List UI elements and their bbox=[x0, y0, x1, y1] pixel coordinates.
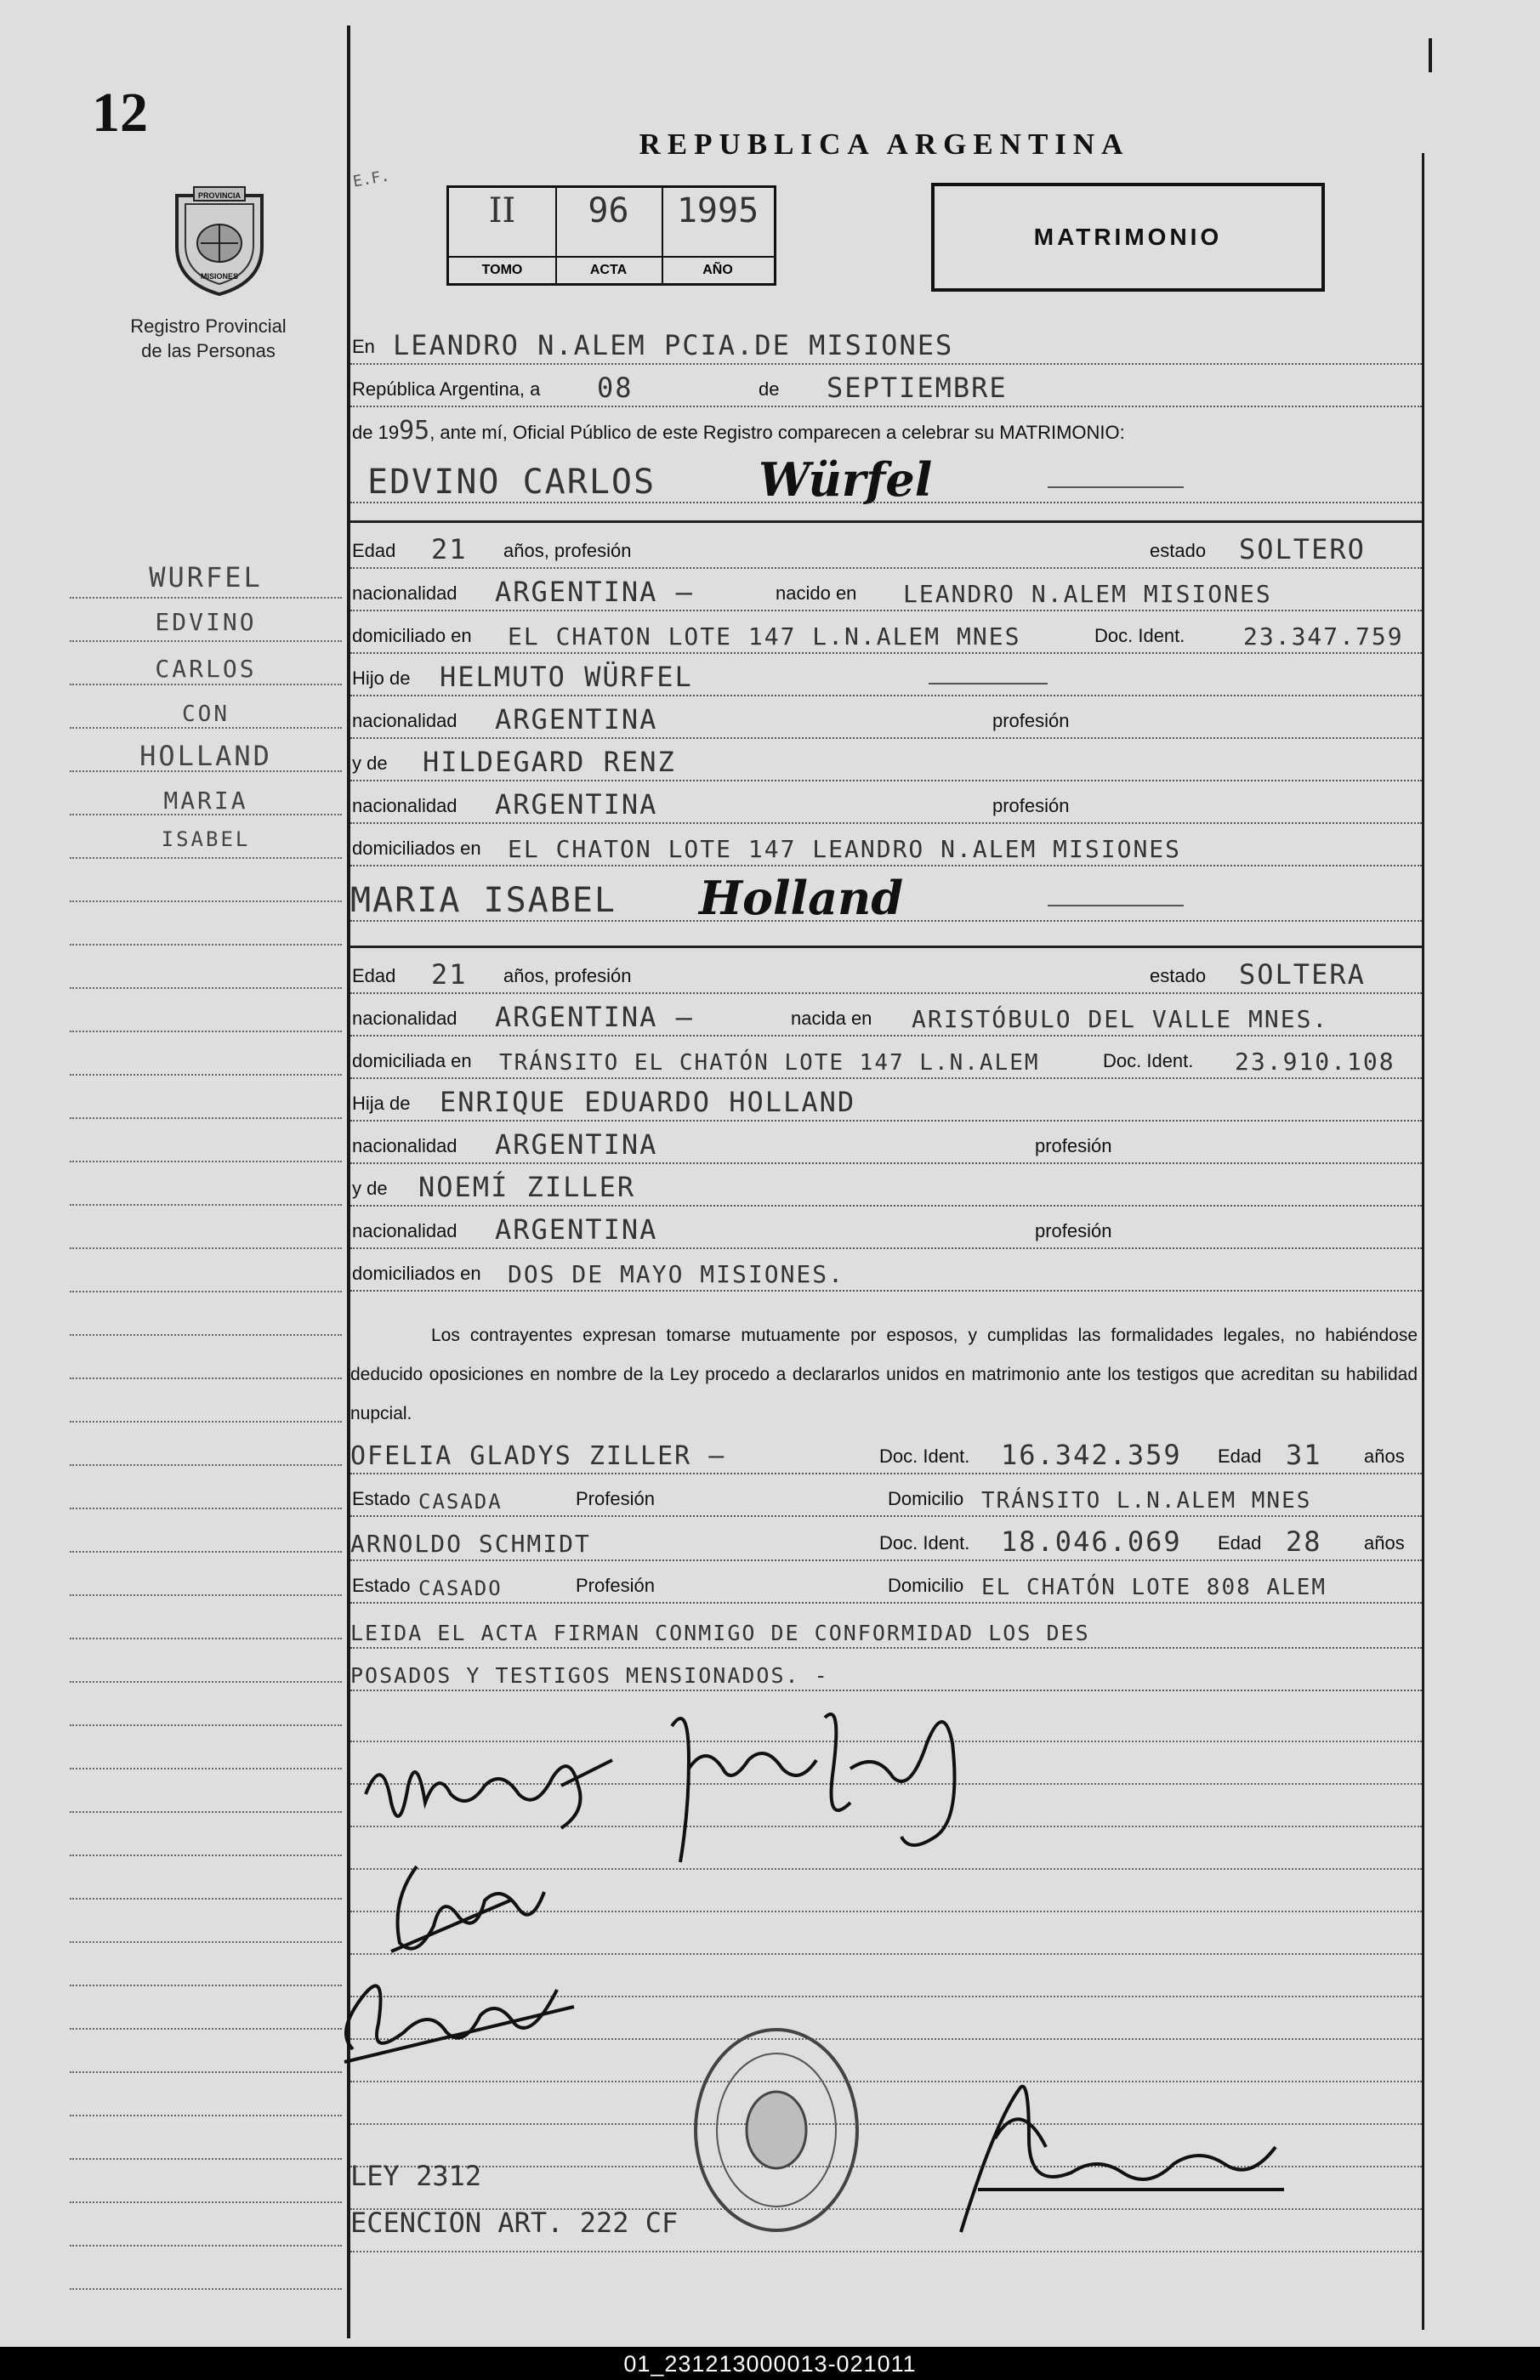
bride-parents-domicile: DOS DE MAYO MISIONES. bbox=[508, 1260, 845, 1288]
witness2-row bbox=[350, 1524, 1422, 1561]
margin-line bbox=[70, 2026, 342, 2030]
corner-mark bbox=[1429, 38, 1432, 72]
acta-label: ACTA bbox=[555, 256, 662, 283]
bride-parents-domicile-row bbox=[350, 1254, 1422, 1292]
margin-line bbox=[70, 1376, 342, 1379]
margin-line bbox=[70, 1896, 342, 1900]
witness1-age: 31 bbox=[1286, 1439, 1322, 1471]
doc-label: Doc. Ident. bbox=[1094, 625, 1185, 646]
bride-domicile-row bbox=[350, 1042, 1422, 1079]
margin-name-line: EDVINO bbox=[155, 608, 257, 636]
domiciliados-label: domiciliados en bbox=[352, 838, 481, 859]
registry-line2: de las Personas bbox=[141, 340, 276, 361]
svg-text:PROVINCIA: PROVINCIA bbox=[197, 191, 242, 200]
groom-nacionalidad: ARGENTINA — bbox=[495, 576, 694, 608]
profesion-label: profesión bbox=[992, 710, 1070, 731]
groom-father-nat-row bbox=[350, 702, 1422, 739]
profesion-label: Profesión bbox=[576, 1575, 655, 1596]
closing-row2 bbox=[350, 1654, 1422, 1691]
bride-name-row bbox=[350, 871, 1422, 925]
margin-line bbox=[70, 1463, 342, 1466]
groom-age-row bbox=[350, 531, 1422, 569]
month-value: SEPTIEMBRE bbox=[827, 372, 1008, 404]
margin-line bbox=[70, 1593, 342, 1596]
anos-label: años bbox=[1364, 1532, 1405, 1554]
bride-nationality-row bbox=[350, 999, 1422, 1037]
domicilio-label: domiciliado en bbox=[352, 625, 472, 646]
republica-label: República Argentina, a bbox=[352, 378, 541, 400]
groom-birthplace: LEANDRO N.ALEM MISIONES bbox=[903, 580, 1272, 608]
margin-line bbox=[70, 2286, 342, 2290]
witness1-domicilio: TRÁNSITO L.N.ALEM MNES bbox=[981, 1488, 1312, 1514]
anos-label: años bbox=[1364, 1446, 1405, 1467]
margin-line bbox=[70, 2156, 342, 2160]
record-number-box bbox=[446, 185, 776, 286]
dash-line bbox=[1048, 486, 1184, 488]
place-row bbox=[350, 327, 1422, 365]
margin-line bbox=[70, 942, 342, 946]
margin-line bbox=[70, 1983, 342, 1986]
yde-label: y de bbox=[352, 753, 388, 774]
witness2-detail-row bbox=[350, 1566, 1422, 1604]
en-label: En bbox=[352, 336, 375, 357]
ano-value: 1995 bbox=[676, 191, 759, 230]
margin-name-line: ISABEL bbox=[161, 827, 251, 851]
image-code: 01_231213000013-021011 bbox=[623, 2351, 917, 2377]
country-heading: REPUBLICA ARGENTINA bbox=[639, 128, 1130, 161]
bride-doc: 23.910.108 bbox=[1235, 1048, 1395, 1076]
bride-mother-nat-row bbox=[350, 1212, 1422, 1249]
margin-line bbox=[70, 1419, 342, 1423]
groom-father-nationality: ARGENTINA bbox=[495, 703, 658, 736]
profesion-label: Profesión bbox=[576, 1488, 655, 1509]
witness2-age: 28 bbox=[1286, 1525, 1322, 1558]
margin-line bbox=[70, 1159, 342, 1162]
groom-mother: HILDEGARD RENZ bbox=[423, 746, 676, 778]
ano-label: AÑO bbox=[662, 256, 774, 283]
margin-line bbox=[70, 1202, 342, 1206]
margin-line bbox=[70, 725, 342, 729]
witness1-name: OFELIA GLADYS ZILLER — bbox=[350, 1441, 726, 1471]
closing-line1: LEIDA EL ACTA FIRMAN CONMIGO DE CONFORMIDAD LOS DES bbox=[350, 1621, 1090, 1645]
groom-parents-domicile-row bbox=[350, 829, 1422, 866]
nacionalidad-label: nacionalidad bbox=[352, 1135, 457, 1156]
margin-line bbox=[70, 2113, 342, 2116]
date-row bbox=[350, 370, 1422, 407]
witness1-estado: CASADA bbox=[418, 1490, 503, 1514]
bride-estado: SOLTERA bbox=[1239, 958, 1366, 991]
day-value: 08 bbox=[597, 372, 634, 404]
bride-mother-row bbox=[350, 1169, 1422, 1207]
nacida-label: nacida en bbox=[791, 1008, 872, 1029]
margin-line bbox=[70, 1506, 342, 1509]
margin-line bbox=[70, 1723, 342, 1726]
bride-mother: NOEMÍ ZILLER bbox=[418, 1171, 636, 1203]
law-note: LEY 2312 bbox=[350, 2160, 482, 2192]
witness1-detail-row bbox=[350, 1480, 1422, 1517]
de19-label: de 19 bbox=[352, 422, 400, 443]
bride-mother-nationality: ARGENTINA bbox=[495, 1213, 658, 1246]
estado-label: estado bbox=[1150, 965, 1207, 986]
groom-father-row bbox=[350, 659, 1422, 696]
bride-surname: Holland bbox=[699, 871, 904, 925]
groom-domicile-row bbox=[350, 616, 1422, 654]
margin-name-line: WURFEL bbox=[149, 561, 263, 594]
profesion-label: profesión bbox=[1035, 1135, 1112, 1156]
margin-line bbox=[70, 986, 342, 989]
tomo-value: II bbox=[488, 191, 516, 230]
groom-doc: 23.347.759 bbox=[1243, 622, 1404, 650]
edad-label: Edad bbox=[1218, 1446, 1262, 1467]
tomo-cell bbox=[449, 188, 557, 283]
margin-line bbox=[70, 855, 342, 859]
margin-line bbox=[70, 1679, 342, 1683]
margin-line bbox=[70, 1636, 342, 1639]
margin-line bbox=[70, 812, 342, 815]
estado-label: Estado bbox=[352, 1488, 411, 1509]
de-label: de bbox=[759, 378, 780, 400]
witness2-doc: 18.046.069 bbox=[1001, 1525, 1182, 1558]
domiciliados-label: domiciliados en bbox=[352, 1263, 481, 1284]
domicilio-label: Domicilio bbox=[888, 1488, 964, 1509]
hija-label: Hija de bbox=[352, 1093, 411, 1114]
official-signature bbox=[944, 2070, 1301, 2241]
hijo-label: Hijo de bbox=[352, 667, 411, 689]
dash-line bbox=[929, 683, 1048, 684]
margin-line bbox=[70, 1072, 342, 1076]
bride-rule bbox=[350, 946, 1422, 948]
estado-label: estado bbox=[1150, 540, 1207, 561]
bride-age-row bbox=[350, 957, 1422, 994]
groom-surname: Würfel bbox=[759, 452, 933, 507]
groom-father: HELMUTO WÜRFEL bbox=[440, 661, 693, 693]
margin-name-line: HOLLAND bbox=[139, 740, 272, 772]
margin-line bbox=[70, 1809, 342, 1813]
closing-row1 bbox=[350, 1611, 1422, 1649]
witness2-name: ARNOLDO SCHMIDT bbox=[350, 1530, 591, 1558]
groom-mother-nat-row bbox=[350, 787, 1422, 824]
bride-name: MARIA ISABEL bbox=[350, 881, 617, 920]
groom-mother-nationality: ARGENTINA bbox=[495, 788, 658, 821]
profesion-label: profesión bbox=[1035, 1220, 1112, 1241]
declaration-text: Los contrayentes expresan tomarse mutuamente por esposos, y cumplidas las formalidades legales, no habiéndose deducido oposiciones en nombre de la Ley procedo a declararlos unidos en matrimonio ante los testigos que acreditan su habilidad nupcial. bbox=[350, 1326, 1418, 1423]
groom-rule bbox=[350, 520, 1422, 523]
estado-label: Estado bbox=[352, 1575, 411, 1596]
groom-signature bbox=[357, 1735, 638, 1845]
svg-text:MISIONES: MISIONES bbox=[200, 272, 239, 281]
margin-line bbox=[70, 2243, 342, 2247]
nacionalidad-label: nacionalidad bbox=[352, 1008, 457, 1029]
exemption-note: ECENCION ART. 222 CF bbox=[350, 2207, 679, 2239]
margin-line bbox=[70, 1246, 342, 1249]
margin-name-line: CON bbox=[182, 702, 230, 727]
margin-rule-right bbox=[1422, 153, 1424, 2330]
bride-birthplace: ARISTÓBULO DEL VALLE MNES. bbox=[912, 1005, 1329, 1033]
nacionalidad-label: nacionalidad bbox=[352, 795, 457, 816]
doc-label: Doc. Ident. bbox=[879, 1532, 970, 1554]
margin-line bbox=[70, 1766, 342, 1769]
groom-age: 21 bbox=[431, 533, 468, 565]
witness2-domicilio: EL CHATÓN LOTE 808 ALEM bbox=[981, 1575, 1327, 1600]
groom-parents-domicile: EL CHATON LOTE 147 LEANDRO N.ALEM MISIONES bbox=[508, 835, 1182, 863]
profesion-label: profesión bbox=[992, 795, 1070, 816]
margin-line bbox=[70, 2200, 342, 2203]
blank-line bbox=[350, 2249, 1422, 2252]
margin-line bbox=[70, 2070, 342, 2073]
doc-label: Doc. Ident. bbox=[1103, 1050, 1194, 1071]
profesion-label: años, profesión bbox=[503, 965, 632, 986]
edad-label: Edad bbox=[352, 965, 396, 986]
margin-line bbox=[70, 1332, 342, 1336]
bride-father-nationality: ARGENTINA bbox=[495, 1128, 658, 1161]
yde-label: y de bbox=[352, 1178, 388, 1199]
margin-line bbox=[70, 1029, 342, 1032]
statement-text: , ante mí, Oficial Público de este Registro comparecen a celebrar su MATRIMONIO: bbox=[429, 422, 1125, 443]
margin-line bbox=[70, 1853, 342, 1856]
registry-line1: Registro Provincial bbox=[130, 315, 287, 337]
margin-name-line: CARLOS bbox=[155, 655, 257, 683]
province-crest-icon bbox=[160, 180, 279, 299]
statement-row bbox=[350, 415, 1422, 451]
bride-father-row bbox=[350, 1084, 1422, 1122]
bride-father-nat-row bbox=[350, 1127, 1422, 1164]
witness1-row bbox=[350, 1437, 1422, 1474]
bride-father: ENRIQUE EDUARDO HOLLAND bbox=[440, 1086, 856, 1118]
page-number: 12 bbox=[92, 82, 148, 144]
margin-line bbox=[70, 1116, 342, 1119]
record-type-box: MATRIMONIO bbox=[931, 183, 1325, 292]
margin-line bbox=[70, 1289, 342, 1292]
edad-label: Edad bbox=[352, 540, 396, 561]
official-seal bbox=[687, 2019, 866, 2241]
nacido-label: nacido en bbox=[776, 582, 857, 604]
groom-name-row bbox=[350, 452, 1422, 507]
year-label bbox=[352, 416, 1125, 446]
margin-line bbox=[70, 682, 342, 685]
year-suffix: 95 bbox=[399, 416, 430, 446]
margin-line bbox=[70, 1940, 342, 1943]
bride-nacionalidad: ARGENTINA — bbox=[495, 1001, 694, 1033]
ano-cell bbox=[662, 188, 774, 283]
witness2-signature bbox=[327, 1947, 591, 2066]
margin-line bbox=[70, 1549, 342, 1553]
margin-name-line: MARIA bbox=[163, 787, 248, 815]
groom-mother-row bbox=[350, 744, 1422, 781]
witness2-estado: CASADO bbox=[418, 1576, 503, 1600]
margin-line bbox=[70, 639, 342, 642]
margin-line bbox=[70, 899, 342, 902]
dash-line bbox=[1048, 905, 1184, 906]
doc-label: Doc. Ident. bbox=[879, 1446, 970, 1467]
domicilio-label: Domicilio bbox=[888, 1575, 964, 1596]
acta-cell bbox=[555, 188, 663, 283]
groom-estado: SOLTERO bbox=[1239, 533, 1366, 565]
closing-line2: POSADOS Y TESTIGOS MENSIONADOS. - bbox=[350, 1663, 829, 1688]
place-value: LEANDRO N.ALEM PCIA.DE MISIONES bbox=[393, 329, 954, 361]
margin-line bbox=[70, 769, 342, 772]
groom-domicilio: EL CHATON LOTE 147 L.N.ALEM MNES bbox=[508, 622, 1021, 650]
nacionalidad-label: nacionalidad bbox=[352, 710, 457, 731]
initials-note: E.F. bbox=[351, 167, 391, 191]
registry-name bbox=[94, 314, 323, 363]
edad-label: Edad bbox=[1218, 1532, 1262, 1554]
margin-line bbox=[70, 595, 342, 599]
nacionalidad-label: nacionalidad bbox=[352, 582, 457, 604]
bride-age: 21 bbox=[431, 958, 468, 991]
bride-domicilio: TRÁNSITO EL CHATÓN LOTE 147 L.N.ALEM bbox=[499, 1050, 1040, 1076]
bride-signature bbox=[655, 1692, 978, 1879]
witness1-doc: 16.342.359 bbox=[1001, 1439, 1182, 1471]
nacionalidad-label: nacionalidad bbox=[352, 1220, 457, 1241]
profesion-label: años, profesión bbox=[503, 540, 632, 561]
acta-value: 96 bbox=[588, 191, 629, 230]
groom-name: EDVINO CARLOS bbox=[367, 463, 656, 502]
domicilio-label: domiciliada en bbox=[352, 1050, 472, 1071]
groom-nationality-row bbox=[350, 574, 1422, 611]
tomo-label: TOMO bbox=[449, 256, 555, 283]
